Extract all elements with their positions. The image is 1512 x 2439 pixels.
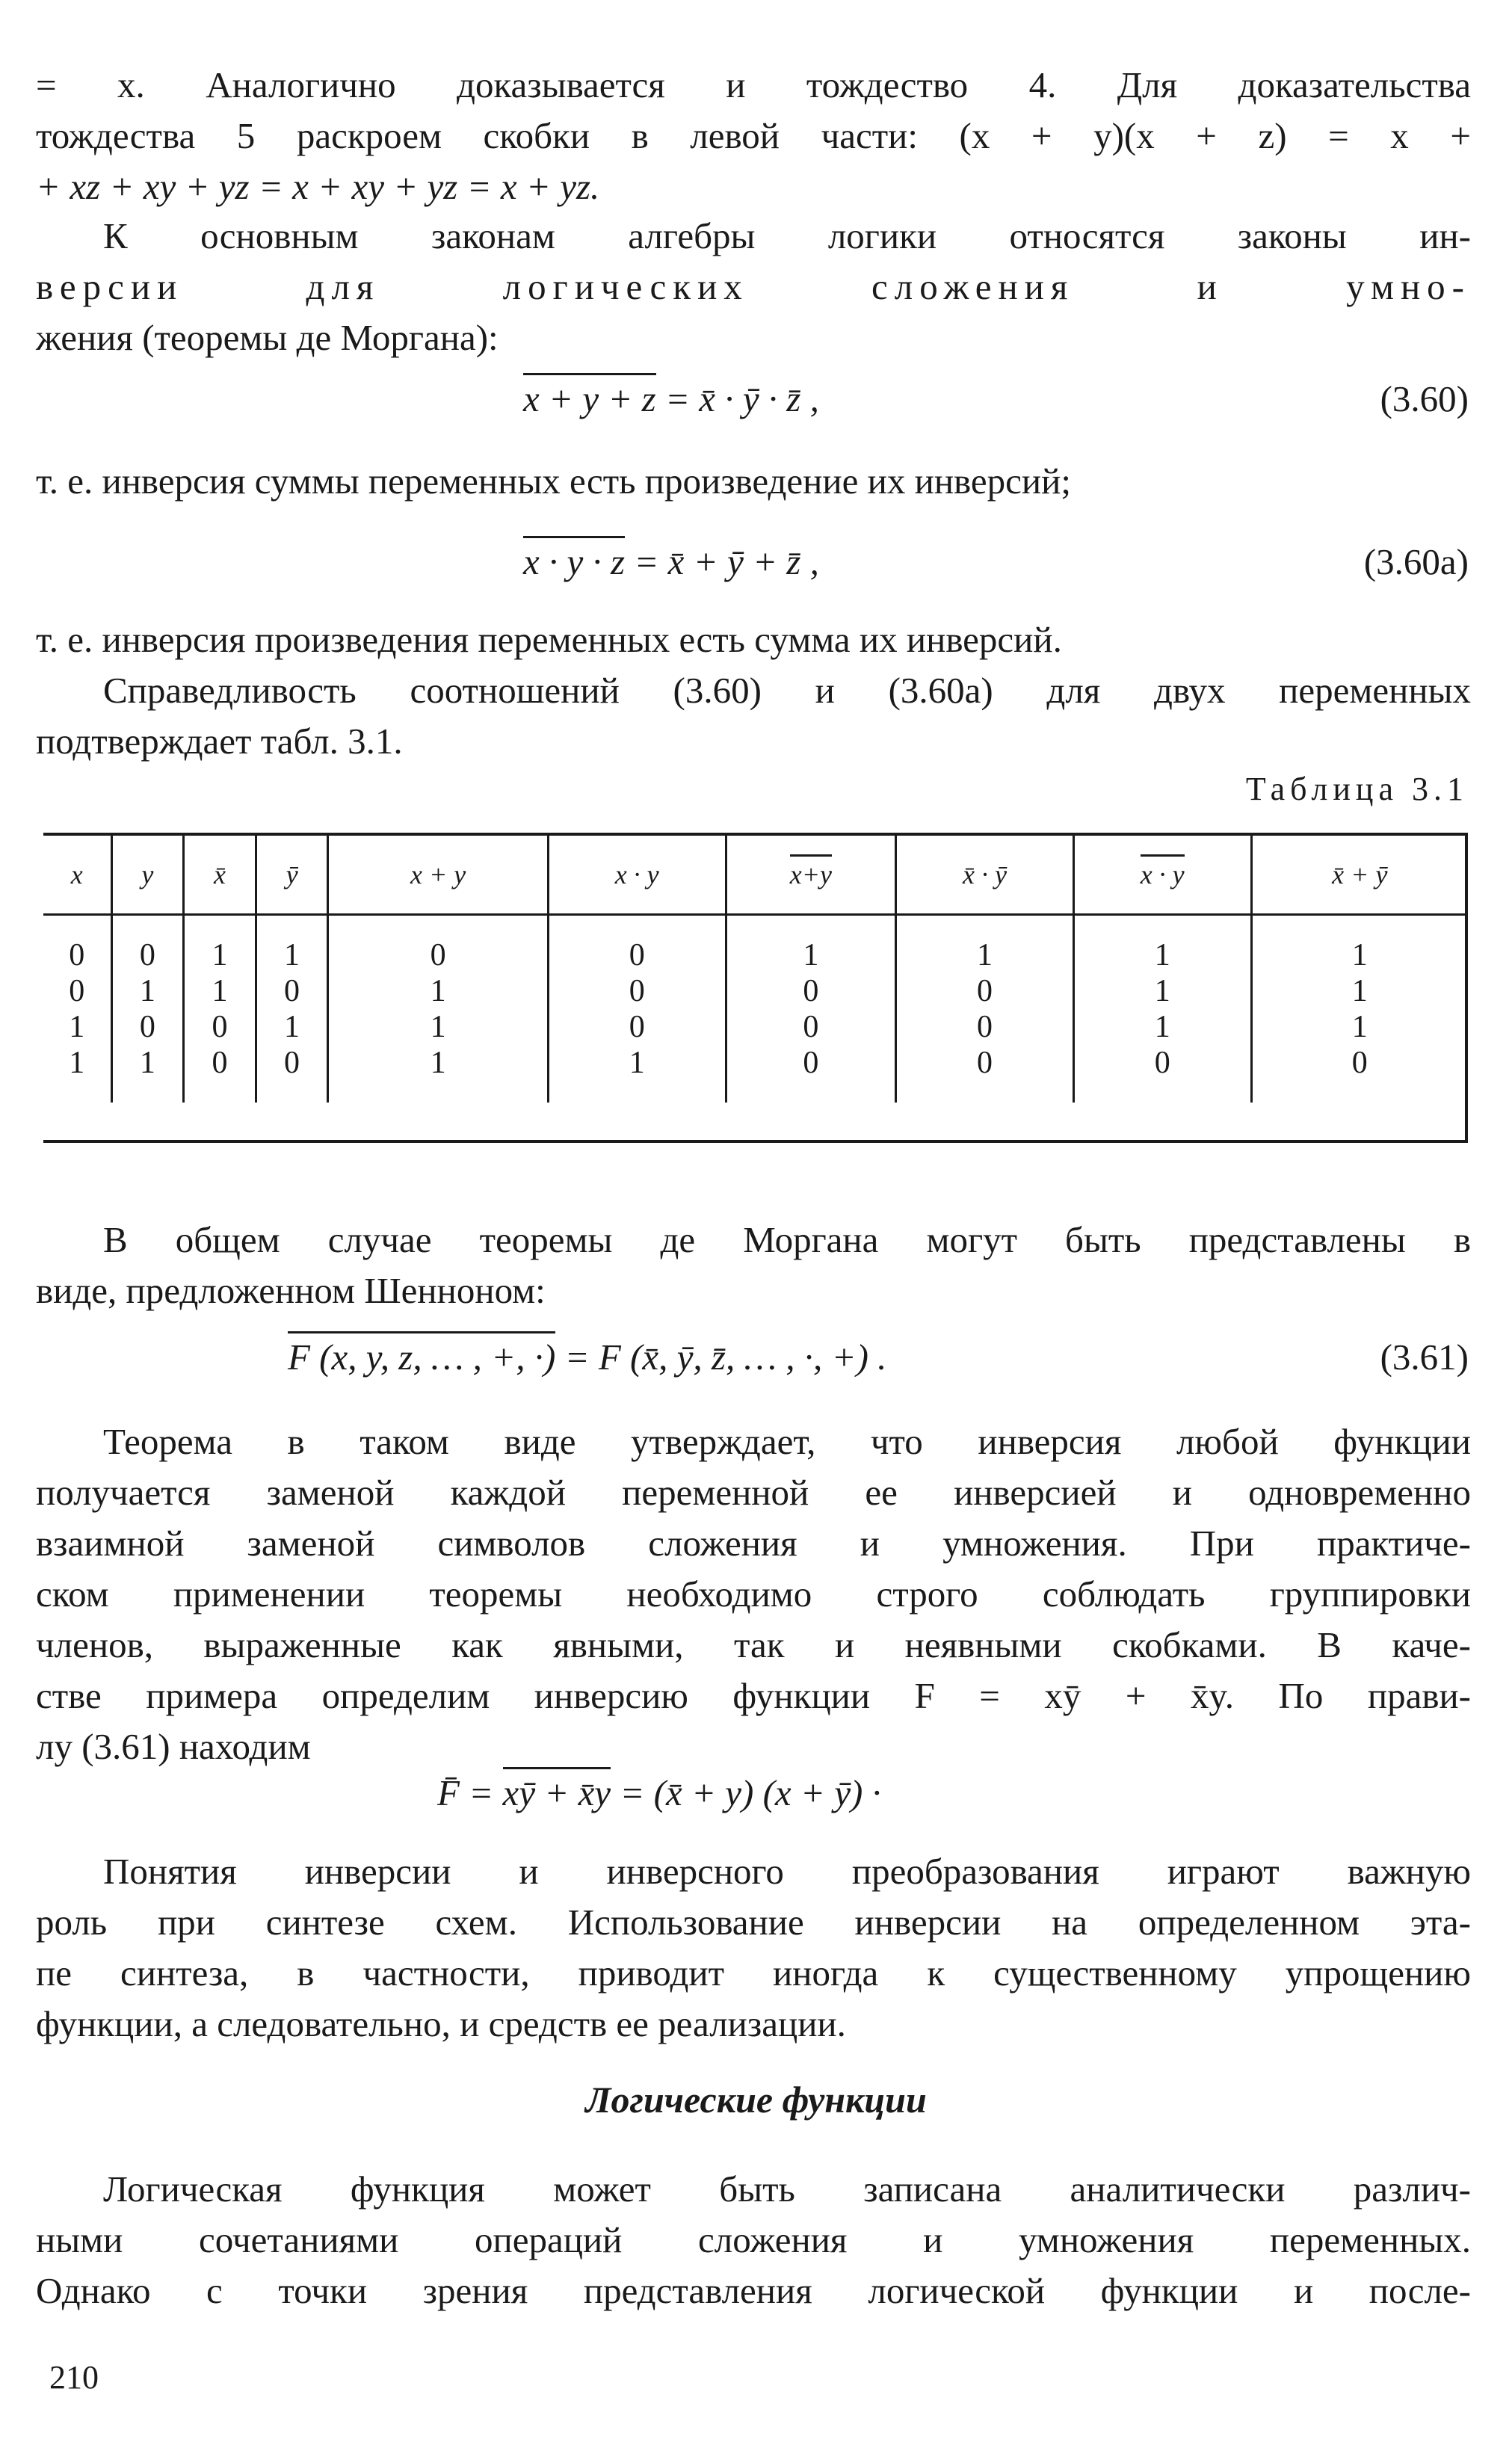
table-cell: 0 — [726, 1009, 896, 1045]
paragraph-7 — [36, 1416, 1471, 1772]
column-header: x — [43, 836, 111, 915]
paragraph-6 — [36, 1215, 1471, 1316]
text-line: = x. Аналогично доказывается и тождество 4. Для доказательства — [36, 64, 1471, 105]
table-cell: 0 — [548, 973, 726, 1009]
text-line: лу (3.61) находим — [36, 1726, 311, 1767]
table-cell: 0 — [726, 973, 896, 1009]
table-cell: 0 — [726, 1045, 896, 1103]
column-header: x̄ + ȳ — [1251, 836, 1467, 915]
section-title: Логические функции — [585, 2079, 927, 2121]
equation-rhs: = x̄ + ȳ + z̄ , — [634, 541, 819, 582]
equation-number: (3.61) — [1380, 1336, 1469, 1378]
paragraph-4 — [36, 614, 1471, 665]
table-cell: 1 — [896, 915, 1074, 974]
text-line: ском применении теоремы необходимо строго соблюдать группировки — [36, 1573, 1471, 1615]
page-number: 210 — [49, 2359, 99, 2396]
text-line: стве примера определим инверсию функции F = xȳ + x̄y. По прави- — [36, 1675, 1471, 1716]
text-line: взаимной заменой символов сложения и умножения. При практиче- — [36, 1523, 1471, 1564]
paragraph-1 — [36, 60, 1471, 212]
table-cell: 0 — [548, 915, 726, 974]
table-cell: 0 — [896, 1045, 1074, 1103]
table-caption: Таблица 3.1 — [1245, 771, 1469, 807]
text-line: виде, предложенном Шенноном: — [36, 1270, 546, 1311]
equation-mid: xȳ + x̄y — [503, 1767, 611, 1813]
table-cell: 1 — [184, 915, 256, 974]
table-cell: 1 — [1073, 973, 1251, 1009]
equation-f-inverse — [437, 1768, 881, 1819]
table-cell: 1 — [111, 1045, 184, 1103]
column-header-label: x+y — [790, 854, 832, 889]
column-header: x̄ — [184, 836, 256, 915]
equation-lhs: x + y + z — [523, 373, 656, 419]
text-line: т. е. инверсия суммы переменных есть произведение их инверсий; — [36, 460, 1071, 502]
equation-lhs: x · y · z — [523, 536, 625, 582]
table-cell: 1 — [1251, 1009, 1467, 1045]
table-cell: 0 — [256, 1045, 328, 1103]
table-cell: 1 — [548, 1045, 726, 1103]
column-header-label: x · y — [1141, 854, 1185, 889]
table-cell: 0 — [896, 1009, 1074, 1045]
table-row — [43, 1045, 1467, 1103]
text-line: жения (теоремы де Моргана): — [36, 317, 499, 358]
paragraph-5 — [36, 665, 1471, 767]
equation-3-60a — [523, 537, 819, 588]
text-line: версии для логических сложения и умно- — [36, 266, 1471, 307]
table-cell: 0 — [328, 915, 548, 974]
table-cell: 0 — [1251, 1045, 1467, 1103]
column-header: y — [111, 836, 184, 915]
table-cell: 0 — [184, 1009, 256, 1045]
table-cell: 0 — [69, 974, 85, 1008]
text-line: Справедливость соотношений (3.60) и (3.60а) для двух переменных — [103, 670, 1471, 711]
column-header: ȳ — [256, 836, 328, 915]
column-header — [1073, 836, 1251, 915]
equation-rhs: = x̄ · ȳ · z̄ , — [664, 378, 819, 419]
text-line: К основным законам алгебры логики относятся законы ин- — [103, 215, 1471, 256]
paragraph-3 — [36, 456, 1471, 507]
text-line: подтверждает табл. 3.1. — [36, 721, 403, 762]
table-cell: 1 — [184, 973, 256, 1009]
table-cell: 0 — [896, 973, 1074, 1009]
table-cell: 1 — [328, 1009, 548, 1045]
table-row — [43, 915, 1467, 974]
table-cell: 1 — [256, 1009, 328, 1045]
text-line: + xz + xy + yz = x + xy + yz = x + yz. — [36, 166, 600, 207]
text-line: функции, а следовательно, и средств ее реализации. — [36, 2003, 846, 2044]
table-cell: 1 — [726, 915, 896, 974]
table-cell: 1 — [69, 1046, 85, 1080]
table-cell: 1 — [69, 1010, 85, 1044]
text-line: т. е. инверсия произведения переменных есть сумма их инверсий. — [36, 619, 1062, 660]
text-line: Теорема в таком виде утверждает, что инверсия любой функции — [103, 1421, 1471, 1462]
equation-number: (3.60а) — [1363, 541, 1469, 582]
equation-3-60 — [523, 374, 819, 425]
table-cell: 1 — [1251, 973, 1467, 1009]
table-cell: 0 — [548, 1009, 726, 1045]
table-cell: 0 — [111, 915, 184, 974]
paragraph-9 — [36, 2164, 1471, 2316]
paragraph-2 — [36, 211, 1471, 363]
table-cell: 0 — [256, 973, 328, 1009]
text-line: получается заменой каждой переменной ее инверсией и одновременно — [36, 1472, 1471, 1513]
column-header: x · y — [548, 836, 726, 915]
text-line: Понятия инверсии и инверсного преобразования играют важную — [103, 1851, 1471, 1892]
table-row — [43, 973, 1467, 1009]
equation-rhs: = F (x̄, ȳ, z̄, … , ·, +) . — [564, 1336, 887, 1378]
table-cell: 1 — [328, 1045, 548, 1103]
text-line: пе синтеза, в частности, приводит иногда к существенному упрощению — [36, 1952, 1471, 1994]
text-line: Логическая функция может быть записана аналитически различ- — [103, 2168, 1471, 2210]
table-cell: 1 — [256, 915, 328, 974]
column-header: x̄ · ȳ — [896, 836, 1074, 915]
table-cell: 0 — [184, 1045, 256, 1103]
table-bottom-rule — [43, 1140, 1467, 1143]
column-header — [726, 836, 896, 915]
text-line: роль при синтезе схем. Использование инверсии на определенном эта- — [36, 1902, 1471, 1943]
table-cell: 1 — [1073, 1009, 1251, 1045]
equation-lhs: F (x, y, z, … , +, ·) — [288, 1331, 555, 1378]
text-line: членов, выраженные как явными, так и неявными скобками. В каче- — [36, 1624, 1471, 1665]
equation-3-61 — [288, 1332, 886, 1383]
equation-lhs: F̄ = — [437, 1772, 494, 1813]
text-line: В общем случае теоремы де Моргана могут быть представлены в — [103, 1219, 1471, 1260]
paragraph-8 — [36, 1846, 1471, 2050]
table-cell: 0 — [69, 938, 85, 972]
table-cell: 1 — [328, 973, 548, 1009]
table-cell: 0 — [111, 1009, 184, 1045]
table-cell: 1 — [111, 973, 184, 1009]
truth-table — [43, 836, 1467, 1103]
table-cell: 0 — [1073, 1045, 1251, 1103]
equation-rhs: = (x̄ + y) (x + ȳ) · — [620, 1772, 881, 1813]
column-header: x + y — [328, 836, 548, 915]
text-line: Однако с точки зрения представления логической функции и после- — [36, 2270, 1471, 2311]
table-cell: 1 — [1251, 915, 1467, 974]
table-header-row — [43, 836, 1467, 915]
table-cell: 1 — [1073, 915, 1251, 974]
text-line: ными сочетаниями операций сложения и умножения переменных. — [36, 2219, 1471, 2260]
table-row — [43, 1009, 1467, 1045]
equation-number: (3.60) — [1380, 378, 1469, 419]
text-line: тождества 5 раскроем скобки в левой части: (x + y)(x + z) = x + — [36, 115, 1471, 156]
